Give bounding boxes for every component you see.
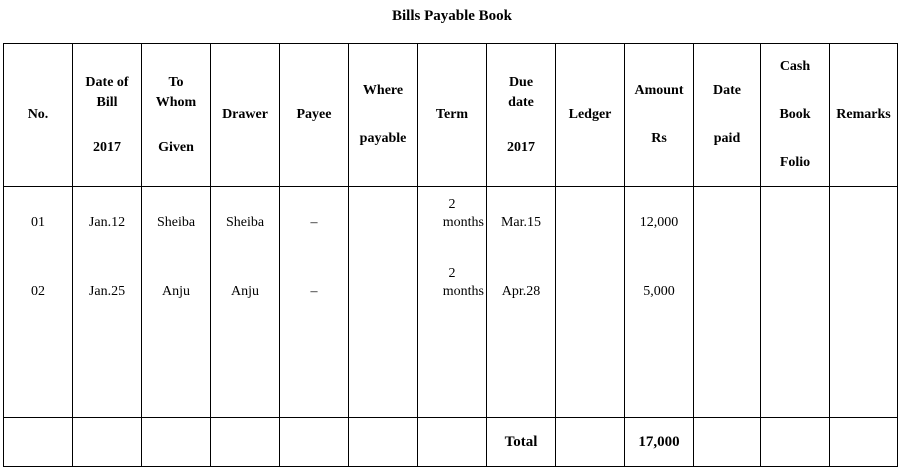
col-remarks — [830, 187, 898, 418]
header-no: No. — [4, 44, 73, 187]
header-drawer: Drawer — [211, 44, 280, 187]
col-to-whom — [142, 187, 211, 418]
row2-drawer: Anju — [231, 284, 259, 299]
col-amount — [625, 187, 694, 418]
header-remarks: Remarks — [830, 44, 898, 187]
row2-amount: 5,000 — [643, 284, 675, 299]
col-payee — [280, 187, 349, 418]
page-title: Bills Payable Book — [391, 8, 513, 24]
row2-term-unit: months — [442, 284, 484, 299]
row1-no: 01 — [31, 215, 45, 230]
header-ledger: Ledger — [556, 44, 625, 187]
row1-payee: – — [310, 215, 318, 230]
row1-to-whom: Sheiba — [156, 215, 196, 230]
header-date-of-bill: Date of Bill 2017 — [73, 44, 142, 187]
header-to-whom-given: To Whom Given — [142, 44, 211, 187]
row1-term-number: 2 — [448, 197, 456, 212]
col-ledger — [556, 187, 625, 418]
col-due-date — [487, 187, 556, 418]
row1-drawer: Sheiba — [225, 215, 265, 230]
header-row — [4, 44, 898, 187]
col-date — [73, 187, 142, 418]
row2-payee: – — [310, 284, 318, 299]
row1-due-date: Mar.15 — [500, 215, 542, 230]
header-due-date: Due date 2017 — [487, 44, 556, 187]
header-where-payable: Where payable — [349, 44, 418, 187]
row2-date: Jan.25 — [88, 284, 126, 299]
row1-date: Jan.12 — [88, 215, 126, 230]
header-amount: Amount Rs — [625, 44, 694, 187]
col-date-paid — [694, 187, 761, 418]
row2-no: 02 — [31, 284, 45, 299]
row2-to-whom: Anju — [162, 284, 190, 299]
header-date-paid: Date paid — [694, 44, 761, 187]
bills-payable-table — [3, 43, 898, 467]
row1-amount: 12,000 — [639, 215, 679, 230]
row2-due-date: Apr.28 — [501, 284, 541, 299]
col-cash-book-folio — [761, 187, 830, 418]
total-label: Total — [487, 418, 556, 467]
col-drawer — [211, 187, 280, 418]
row1-term-unit: months — [442, 215, 484, 230]
col-term — [418, 187, 487, 418]
header-payee: Payee — [280, 44, 349, 187]
total-row — [4, 418, 898, 467]
col-no — [4, 187, 73, 418]
entries-block — [4, 187, 898, 418]
row2-term-number: 2 — [448, 266, 456, 281]
col-where-payable — [349, 187, 418, 418]
header-cash-book-folio: Cash Book Folio — [761, 44, 830, 187]
header-term: Term — [418, 44, 487, 187]
total-amount: 17,000 — [625, 418, 694, 467]
